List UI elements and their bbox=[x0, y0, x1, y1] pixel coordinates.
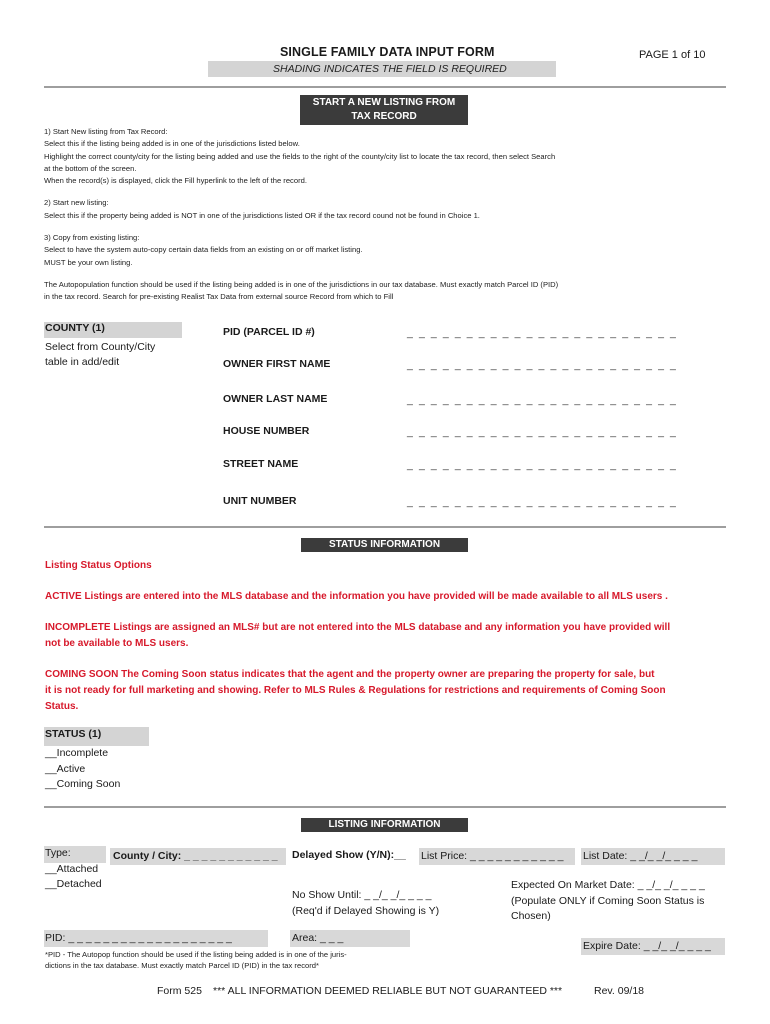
county-desc-line2: table in add/edit bbox=[45, 356, 120, 368]
instruction-line: MUST be your own listing. bbox=[44, 257, 133, 267]
coming-soon-line3: Status. bbox=[45, 701, 79, 712]
pid-label: PID (PARCEL ID #) bbox=[223, 326, 315, 338]
instruction-line: 3) Copy from existing listing: bbox=[44, 233, 140, 243]
active-status-description: ACTIVE Listings are entered into the MLS database and the information you have provided will be made available to all MLS users . bbox=[45, 591, 668, 602]
divider bbox=[44, 806, 726, 808]
county-desc-line1: Select from County/City bbox=[45, 341, 156, 353]
status-option-incomplete[interactable]: __Incomplete bbox=[45, 747, 109, 759]
pid-field[interactable]: _ _ _ _ _ _ _ _ _ _ _ _ _ _ _ _ _ _ _ _ _ _ _ bbox=[407, 327, 678, 339]
status-options bbox=[45, 746, 120, 793]
incomplete-line1: INCOMPLETE Listings are assigned an MLS# but are not entered into the MLS database and any information you have provided will bbox=[45, 622, 671, 633]
owner-first-name-label: OWNER FIRST NAME bbox=[223, 358, 331, 370]
no-show-note: (Req'd if Delayed Showing is Y) bbox=[292, 904, 440, 917]
instruction-line: Select this if the property being added is NOT in one of the jurisdictions listed OR if the tax record cound not be found in Choice 1. bbox=[44, 210, 480, 220]
area-field[interactable]: Area: _ _ _ bbox=[292, 932, 344, 944]
type-option-attached[interactable]: __Attached bbox=[45, 862, 99, 875]
status-label: STATUS (1) bbox=[45, 728, 102, 740]
expire-date-field[interactable]: Expire Date: _ _/_ _/_ _ _ _ bbox=[583, 940, 711, 952]
instruction-line: Select to have the system auto-copy certain data fields from an existing on or off market listing. bbox=[44, 245, 363, 255]
county-label: COUNTY (1) bbox=[45, 322, 105, 334]
shading-note: SHADING INDICATES THE FIELD IS REQUIRED bbox=[273, 63, 507, 75]
list-date-field[interactable]: List Date: _ _/_ _/_ _ _ _ bbox=[583, 850, 698, 862]
instruction-line: Select this if the listing being added is in one of the jurisdictions listed below. bbox=[44, 139, 300, 149]
coming-soon-status-description bbox=[45, 667, 735, 715]
form-number: Form 525 bbox=[157, 985, 202, 997]
coming-soon-line2: it is not ready for full marketing and showing. Refer to MLS Rules & Regulations for restrictions and requirements of Coming Soon bbox=[45, 685, 666, 696]
unit-number-label: UNIT NUMBER bbox=[223, 495, 297, 507]
pid-note-line2: dictions in the tax database. Must exactly match Parcel ID (PID) in the tax record* bbox=[45, 960, 319, 970]
instruction-line: The Autopopulation function should be used if the listing being added is in one of the jurisdictions in our tax database. Must exactly match Parcel ID (PID) bbox=[44, 279, 559, 289]
revision: Rev. 09/18 bbox=[594, 985, 645, 997]
form-title: SINGLE FAMILY DATA INPUT FORM bbox=[280, 45, 495, 59]
unit-number-field[interactable]: _ _ _ _ _ _ _ _ _ _ _ _ _ _ _ _ _ _ _ _ _ _ _ bbox=[407, 496, 678, 508]
street-name-label: STREET NAME bbox=[223, 458, 299, 470]
county-city-field[interactable]: County / City: _ _ _ _ _ _ _ _ _ _ _ bbox=[113, 850, 278, 862]
expected-note-line2: Chosen) bbox=[511, 910, 551, 922]
expected-market-date-field bbox=[511, 878, 731, 925]
pid-note-line1: *PID - The Autopop function should be used if the listing being added is in one of the juris- bbox=[45, 950, 347, 959]
start-box-line2: TAX RECORD bbox=[351, 111, 417, 122]
county-description bbox=[45, 340, 155, 370]
instruction-line: Highlight the correct county/city for the listing being added and use the fields to the right of the county/city list to locate the tax record, then select Search bbox=[44, 151, 556, 161]
listing-pid-field[interactable]: PID: _ _ _ _ _ _ _ _ _ _ _ _ _ _ _ _ _ _ _ bbox=[45, 932, 232, 944]
expected-note-line1: (Populate ONLY if Coming Soon Status is bbox=[511, 894, 705, 907]
type-option-detached[interactable]: __Detached bbox=[45, 878, 102, 890]
no-show-until-input[interactable]: No Show Until: _ _/_ _/_ _ _ _ bbox=[292, 889, 432, 901]
no-show-until-field bbox=[292, 888, 439, 919]
type-label: Type: bbox=[45, 847, 71, 859]
owner-last-name-label: OWNER LAST NAME bbox=[223, 393, 328, 405]
start-box-line1: START A NEW LISTING FROM bbox=[312, 97, 456, 108]
page-number: PAGE 1 of 10 bbox=[639, 49, 706, 61]
instruction-line: at the bottom of the screen. bbox=[44, 163, 137, 173]
owner-last-name-field[interactable]: _ _ _ _ _ _ _ _ _ _ _ _ _ _ _ _ _ _ _ _ _ _ _ bbox=[407, 394, 678, 406]
start-new-listing-box bbox=[300, 95, 468, 125]
instructions-block bbox=[44, 126, 734, 304]
instruction-line: 1) Start New listing from Tax Record: bbox=[44, 127, 168, 136]
street-name-field[interactable]: _ _ _ _ _ _ _ _ _ _ _ _ _ _ _ _ _ _ _ _ _ _ _ bbox=[407, 459, 678, 471]
house-number-label: HOUSE NUMBER bbox=[223, 425, 310, 437]
pid-autopop-note bbox=[45, 950, 347, 971]
instruction-line: When the record(s) is displayed, click the Fill hyperlink to the left of the record. bbox=[44, 176, 307, 186]
listing-information-header: LISTING INFORMATION bbox=[301, 818, 468, 832]
status-option-coming-soon[interactable]: __Coming Soon bbox=[45, 778, 121, 790]
delayed-show-field[interactable]: Delayed Show (Y/N):__ bbox=[292, 849, 406, 861]
house-number-field[interactable]: _ _ _ _ _ _ _ _ _ _ _ _ _ _ _ _ _ _ _ _ _ _ _ bbox=[407, 426, 678, 438]
coming-soon-line1: COMING SOON The Coming Soon status indicates that the agent and the property owner are preparing the property for sale, but bbox=[45, 669, 655, 680]
owner-first-name-field[interactable]: _ _ _ _ _ _ _ _ _ _ _ _ _ _ _ _ _ _ _ _ _ _ _ bbox=[407, 359, 678, 371]
incomplete-line2: not be available to MLS users. bbox=[45, 638, 189, 649]
status-option-active[interactable]: __Active bbox=[45, 762, 86, 775]
type-field bbox=[45, 846, 102, 893]
instruction-line: 2) Start new listing: bbox=[44, 198, 109, 208]
divider bbox=[44, 526, 726, 528]
divider bbox=[44, 86, 726, 88]
disclaimer: *** ALL INFORMATION DEEMED RELIABLE BUT NOT GUARANTEED *** bbox=[213, 985, 563, 997]
incomplete-status-description bbox=[45, 620, 735, 652]
instruction-line: in the tax record. Search for pre-existing Realist Tax Data from external source Record from which to Fill bbox=[44, 292, 394, 302]
expected-market-date-input[interactable]: Expected On Market Date: _ _/_ _/_ _ _ _ bbox=[511, 879, 705, 891]
status-information-header: STATUS INFORMATION bbox=[301, 538, 468, 552]
list-price-field[interactable]: List Price: _ _ _ _ _ _ _ _ _ _ _ bbox=[421, 850, 564, 862]
listing-status-options-title: Listing Status Options bbox=[45, 560, 152, 571]
